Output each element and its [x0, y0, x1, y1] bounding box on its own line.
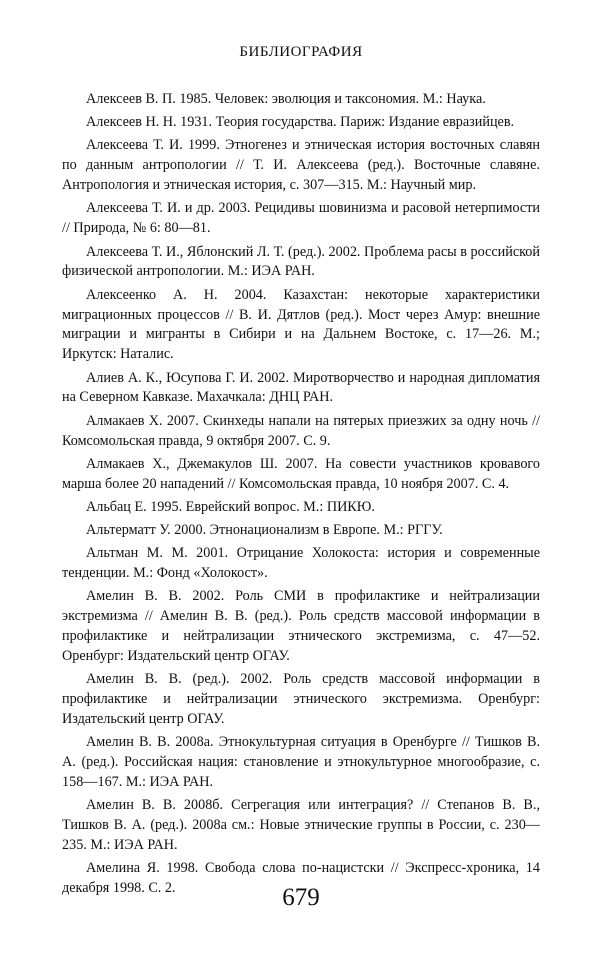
bibliography-entry: Алексеева Т. И., Яблонский Л. Т. (ред.). 2002. Проблема расы в российской физической антропологии. М.: ИЭА РАН.: [62, 243, 540, 280]
bibliography-entry: Амелин В. В. (ред.). 2002. Роль средств массовой информации в профилактике и нейтрализации этнического экстремизма. Оренбург: Издательский центр ОГАУ.: [62, 671, 540, 728]
bibliography-entry: Алмакаев Х. 2007. Скинхеды напали на пятерых приезжих за одну ночь // Комсомольская правда, 9 октября 2007. С. 9.: [62, 412, 540, 449]
bibliography-entry: Амелина Я. 1998. Свобода слова по-нацистски // Экспресс-хроника, 14 декабря 1998. С. 2.: [62, 860, 540, 897]
bibliography-entry: Алексеенко А. Н. 2004. Казахстан: некоторые характеристики миграционных процессов // В. И. Дятлов (ред.). Мост через Амур: внешние миграции и мигранты в Сибири и на Дальнем Востоке, с. 17—26. М.; Иркутск: Наталис.: [62, 286, 540, 363]
bibliography-entry: Амелин В. В. 2008б. Сегрегация или интеграция? // Степанов В. В., Тишков В. А. (ред.). 2008а см.: Новые этнические группы в России, с. 230—235. М.: ИЭА РАН.: [62, 797, 540, 854]
bibliography-entry: Амелин В. В. 2008а. Этнокультурная ситуация в Оренбурге // Тишков В. А. (ред.). Российская нация: становление и этнокультурное многообразие, с. 158—167. М.: ИЭА РАН.: [62, 734, 540, 791]
running-head: БИБЛИОГРАФИЯ: [239, 44, 363, 60]
bibliography-entry: Алмакаев Х., Джемакулов Ш. 2007. На совести участников кровавого марша более 20 нападений // Комсомольская правда, 10 ноября 2007. С. 4.: [62, 455, 540, 492]
bibliography-entry: Алиев А. К., Юсупова Г. И. 2002. Миротворчество и народная дипломатия на Северном Кавказе. Махачкала: ДНЦ РАН.: [62, 369, 540, 406]
bibliography-entry: Алексеев В. П. 1985. Человек: эволюция и таксономия. М.: Наука.: [86, 91, 486, 107]
bibliography-entry: Альтман М. М. 2001. Отрицание Холокоста: история и современные тенденции. М.: Фонд «Холокост».: [62, 545, 540, 582]
bibliography-entry: Альтерматт У. 2000. Этнонационализм в Европе. М.: РГГУ.: [86, 522, 443, 539]
bibliography-entry: Алексеев Н. Н. 1931. Теория государства. Париж: Издание евразийцев.: [86, 114, 515, 131]
bibliography-entry: Альбац Е. 1995. Еврейский вопрос. М.: ПИКЮ.: [86, 498, 375, 515]
bibliography-entry: Алексеева Т. И. 1999. Этногенез и этническая история восточных славян по данным антропологии // Т. И. Алексеева (ред.). Восточные славяне. Антропология и этническая история, с. 307—315. М.: Научный мир.: [62, 137, 540, 194]
page-number: 679: [282, 884, 320, 911]
bibliography-list: [62, 90, 540, 902]
book-page: [62, 0, 540, 961]
bibliography-entry: Алексеева Т. И. и др. 2003. Рецидивы шовинизма и расовой нетерпимости // Природа, № 6: 80—81.: [62, 200, 540, 237]
bibliography-entry: Амелин В. В. 2002. Роль СМИ в профилактике и нейтрализации экстремизма // Амелин В. В. (ред.). Роль средств массовой информации в профилактике и нейтрализации этнического экстремизма, с. 47—52. Оренбург: Издательский центр ОГАУ.: [62, 588, 540, 665]
